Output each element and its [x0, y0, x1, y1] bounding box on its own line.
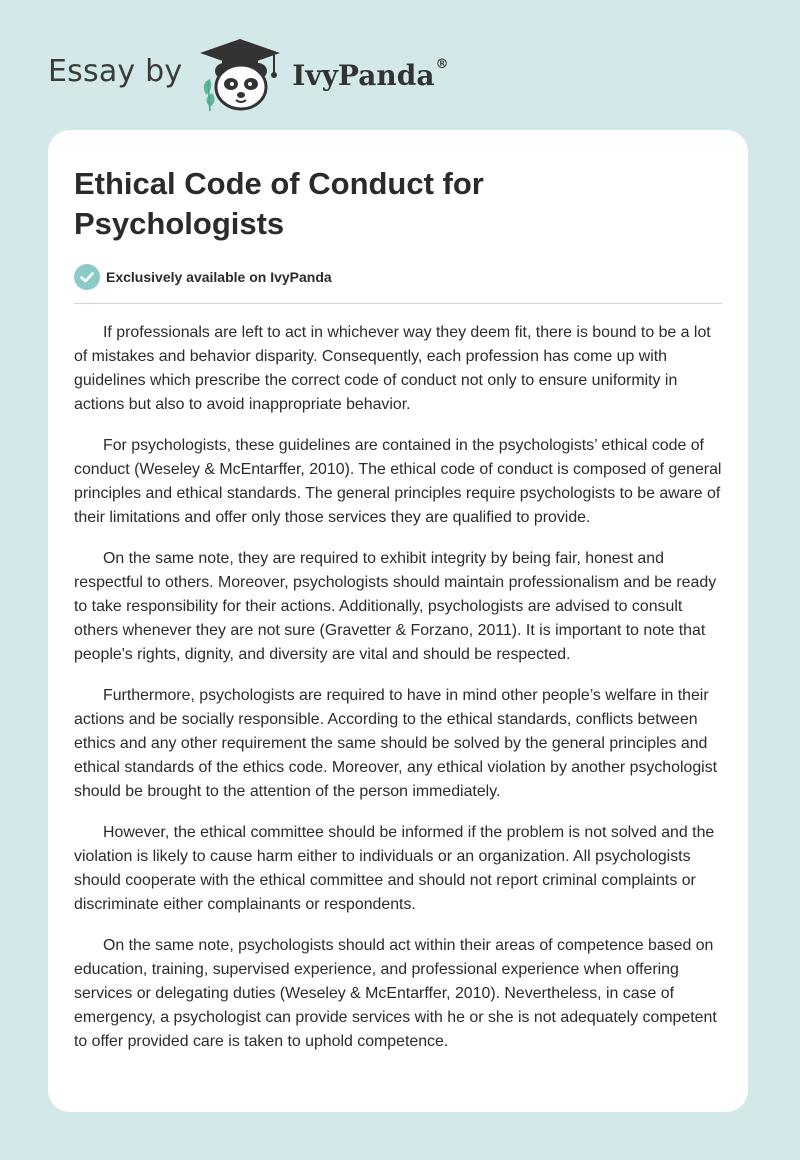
essay-body: [74, 321, 722, 1054]
paragraph-2: For psychologists, these guidelines are contained in the psychologists’ ethical code of conduct (Weseley & McEntarffer, 2010). The ethical code of conduct is composed of general principles and ethical standards. The general principles require psychologists to be aware of their limitations and offer only those services they are qualified to provide.: [74, 437, 722, 526]
exclusive-badge: [74, 263, 722, 291]
document-card: [48, 130, 748, 1112]
panda-graduate-icon[interactable]: [196, 35, 284, 113]
paragraph-1: If professionals are left to act in whichever way they deem fit, there is bound to be a lot of mistakes and behavior disparity. Consequently, each profession has come up with guidelines which prescribe the correct code of conduct not only to ensure uniformity in actions but also to avoid inappropriate behavior.: [74, 324, 711, 413]
paragraph-6: On the same note, psychologists should act within their areas of competence based on education, training, supervised experience, and professional experience when offering services or delegating duties (Weseley & McEntarffer, 2010). Nevertheless, in case of emergency, a psychologist can provide services with he or she is not adequately competent to offer provided care is taken to uphold competence.: [74, 937, 717, 1050]
site-header: [48, 34, 448, 114]
essay-by-label: Essay by: [48, 53, 183, 89]
paragraph-5: However, the ethical committee should be informed if the problem is not solved and the violation is likely to cause harm either to individuals or an organization. All psychologists should cooperate with the ethical committee and should not report criminal complaints or discriminate either complainants or respondents.: [74, 824, 715, 913]
page-title: Ethical Code of Conduct for Psychologists: [74, 166, 484, 241]
badge-text: Exclusively available on IvyPanda: [106, 269, 332, 285]
brand-name[interactable]: IvyPanda®: [292, 56, 449, 92]
divider: [74, 303, 722, 304]
registered-mark: ®: [435, 56, 449, 72]
paragraph-4: Furthermore, psychologists are required to have in mind other people’s welfare in their actions and be socially responsible. According to the ethical standards, conflicts between ethics and any other requirement the same should be solved by the general principles and ethical standards of the ethics code. Moreover, any ethical violation by another psychologist should be brought to the attention of the person immediately.: [74, 687, 718, 800]
paragraph-3: On the same note, they are required to exhibit integrity by being fair, honest and respectful to others. Moreover, psychologists should maintain professionalism and be ready to take responsibility for their actions. Additionally, psychologists are advised to consult others whenever they are not sure (Gravetter & Forzano, 2011). It is important to note that people's rights, dignity, and diversity are vital and should be respected.: [74, 550, 717, 663]
check-circle-icon: [74, 264, 100, 290]
